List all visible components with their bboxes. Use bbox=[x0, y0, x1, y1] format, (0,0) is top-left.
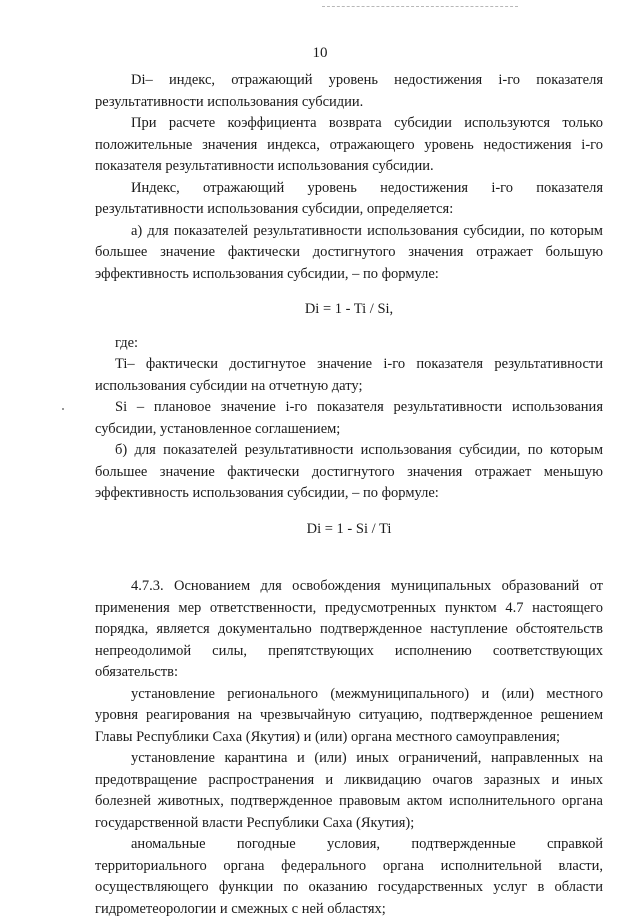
paragraph-ti-definition: Ti– фактически достигнутое значение i-го показателя результативности использования субсидии на отчетную дату; bbox=[95, 356, 603, 394]
document-body bbox=[95, 70, 603, 920]
paragraph-index-determination: Индекс, отражающий уровень недостижения i-го показателя результативности использования субсидии, определяется: bbox=[95, 179, 603, 217]
scan-artifact-line bbox=[322, 6, 518, 7]
paragraph-case-a: а) для показателей результативности использования субсидии, по которым большее значение фактически достигнутого значения отражает большую эффективность использования субсидии, – по формуле: bbox=[95, 222, 603, 282]
paragraph-emergency: установление регионального (межмуниципального) и (или) местного уровня реагирования на чрезвычайную ситуацию, подтвержденное решением Главы Республики Саха (Якутия) и (или) органа местного самоуправления; bbox=[95, 685, 603, 745]
paragraph-weather: аномальные погодные условия, подтвержденные справкой территориального органа федерального органа исполнительной власти, осуществляющего функции по оказанию государственных услуг в области гидрометеорологии и смежных с ней областях; bbox=[95, 836, 603, 917]
paragraph-quarantine: установление карантина и (или) иных ограничений, направленных на предотвращение распространения и ликвидацию очагов заразных и иных болезней животных, подтвержденное правовым актом исполнительного органа государственной власти Республики Саха (Якутия); bbox=[95, 750, 603, 831]
page-number: 10 bbox=[312, 45, 328, 61]
paragraph-positive-values: При расчете коэффициента возврата субсидии используются только положительные значения индекса, отражающего уровень недостижения i-го показателя результативности использования субсидии. bbox=[95, 115, 603, 174]
paragraph-case-b: б) для показателей результативности использования субсидии, по которым большее значение фактически достигнутого значения отражает меньшую эффективность использования субсидии, – по формуле: bbox=[95, 442, 603, 501]
paragraph-di-definition: Di– индекс, отражающий уровень недостижения i-го показателя результативности использования субсидии. bbox=[95, 72, 603, 110]
formula-a: Di = 1 - Ti / Si, bbox=[304, 301, 394, 317]
paragraph-where: где: bbox=[115, 334, 139, 351]
paragraph-4-7-3: 4.7.3. Основанием для освобождения муниципальных образований от применения мер ответственности, предусмотренных пунктом 4.7 настоящего порядка, является документально подтвержденное наступление обстоятельств непреодолимой силы, препятствующих исполнению соответствующих обязательств: bbox=[95, 578, 603, 680]
paragraph-si-definition: Si – плановое значение i-го показателя результативности использования субсидии, установленное соглашением; bbox=[95, 399, 603, 437]
section-spacer bbox=[95, 552, 603, 576]
scan-artifact-dot bbox=[62, 408, 64, 410]
formula-b: Di = 1 - Si / Ti bbox=[306, 520, 392, 537]
